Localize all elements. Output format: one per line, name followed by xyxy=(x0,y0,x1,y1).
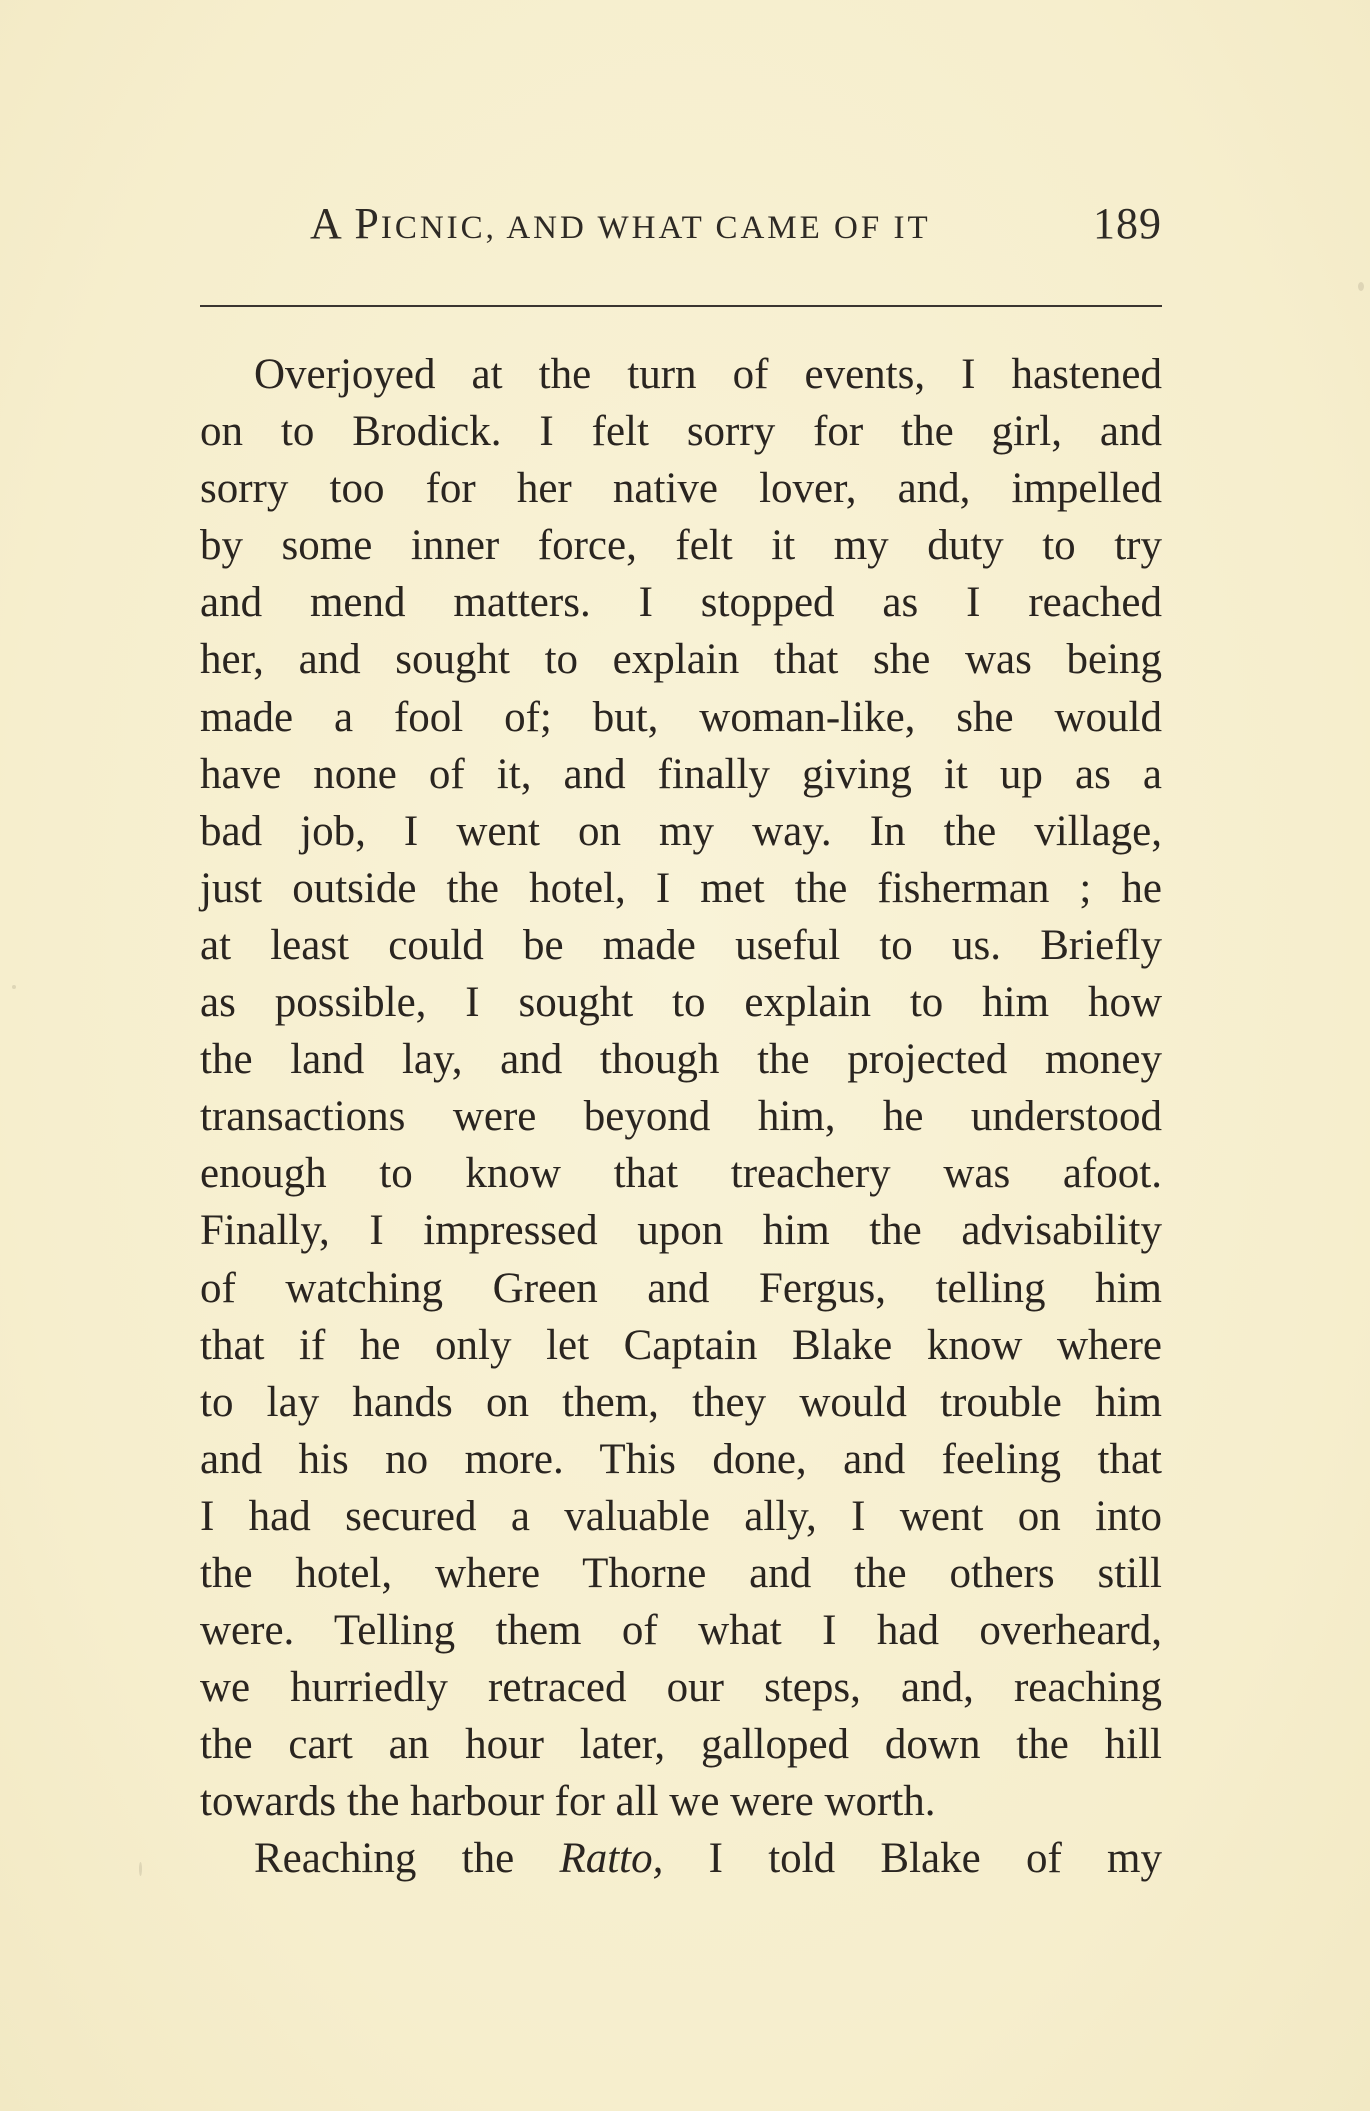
text-line: and his no more. This done, and feeling that xyxy=(200,1435,1162,1483)
chapter-title xyxy=(310,198,931,249)
text-line: sorry too for her native lover, and, impelled xyxy=(200,465,1162,513)
text-line-final xyxy=(200,1830,1162,1887)
text-line: her, and sought to explain that she was being xyxy=(200,636,1162,684)
running-head xyxy=(200,198,1162,258)
text-line: just outside the hotel, I met the fisherman ; he xyxy=(200,864,1162,912)
header-rule xyxy=(200,305,1162,307)
text-line: Finally, I impressed upon him the advisability xyxy=(200,1207,1162,1255)
text-line: the hotel, where Thorne and the others still xyxy=(200,1549,1162,1597)
text-line: have none of it, and finally giving it up as a xyxy=(200,750,1162,798)
paper-speck xyxy=(139,1862,142,1876)
text-line: as possible, I sought to explain to him how xyxy=(200,979,1162,1027)
final-line-end: I told Blake of my xyxy=(663,1835,1162,1883)
page-number: 189 xyxy=(1093,199,1162,248)
text-line: and mend matters. I stopped as I reached xyxy=(200,579,1162,627)
ship-name: Ratto, xyxy=(559,1835,664,1883)
text-line: the land lay, and though the projected money xyxy=(200,1036,1162,1084)
text-line: on to Brodick. I felt sorry for the girl, and xyxy=(200,408,1162,456)
text-line: made a fool of; but, woman-like, she would xyxy=(200,693,1162,741)
text-line: were. Telling them of what I had overheard, xyxy=(200,1607,1162,1655)
text-line: enough to know that treachery was afoot. xyxy=(200,1150,1162,1198)
text-line: Overjoyed at the turn of events, I hastened xyxy=(254,351,1162,398)
chapter-title-initial: A P xyxy=(310,199,381,248)
body-text xyxy=(200,346,1162,1888)
chapter-title-rest: ICNIC, AND WHAT CAME OF IT xyxy=(380,210,931,246)
text-line: to lay hands on them, they would trouble him xyxy=(200,1378,1162,1426)
text-line: bad job, I went on my way. In the village, xyxy=(200,807,1162,855)
text-line: that if he only let Captain Blake know where xyxy=(200,1321,1162,1369)
text-line: I had secured a valuable ally, I went on into xyxy=(200,1492,1162,1540)
text-line: the cart an hour later, galloped down the hill xyxy=(200,1721,1162,1769)
paper-speck xyxy=(1358,282,1364,291)
text-line: by some inner force, felt it my duty to try xyxy=(200,522,1162,570)
paper-speck xyxy=(12,985,16,989)
text-line: of watching Green and Fergus, telling him xyxy=(200,1264,1162,1312)
final-line-start: Reaching the xyxy=(254,1835,560,1883)
text-line: towards the harbour for all we were worth. xyxy=(200,1778,936,1826)
text-line: transactions were beyond him, he understood xyxy=(200,1093,1162,1141)
text-line: at least could be made useful to us. Briefly xyxy=(200,921,1162,969)
text-line: we hurriedly retraced our steps, and, reaching xyxy=(200,1664,1162,1712)
